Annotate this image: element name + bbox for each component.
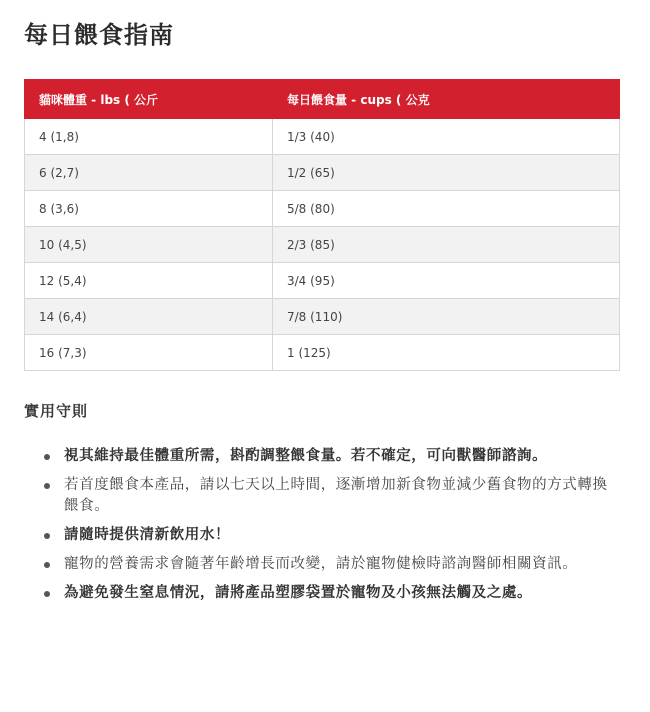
table-row xyxy=(25,155,620,191)
daily-amount-cell: 7/8 (110) xyxy=(273,299,620,335)
list-item xyxy=(44,583,614,604)
table-row xyxy=(25,263,620,299)
column-header-daily-amount: 每日餵食量 - cups ( 公克 xyxy=(273,80,620,119)
daily-amount-cell: 1/3 (40) xyxy=(273,119,620,155)
cat-weight-cell: 14 (6,4) xyxy=(25,299,273,335)
column-header-cat-weight: 貓咪體重 - lbs ( 公斤 xyxy=(25,80,273,119)
table-row xyxy=(25,335,620,371)
page-title: 每日餵食指南 xyxy=(24,21,174,49)
list-item xyxy=(44,554,614,575)
tip-text: 視其維持最佳體重所需，斟酌調整餵食量。若不確定，可向獸醫師諮詢。 xyxy=(64,448,548,464)
daily-amount-cell: 3/4 (95) xyxy=(273,263,620,299)
cat-weight-cell: 12 (5,4) xyxy=(25,263,273,299)
feeding-table xyxy=(24,79,620,371)
cat-weight-cell: 10 (4,5) xyxy=(25,227,273,263)
tips-heading: 實用守則 xyxy=(24,402,89,420)
tip-text: 請隨時提供清新飲用水！ xyxy=(64,527,231,543)
table-row xyxy=(25,119,620,155)
daily-amount-cell: 2/3 (85) xyxy=(273,227,620,263)
cat-weight-cell: 4 (1,8) xyxy=(25,119,273,155)
bullet-icon xyxy=(44,562,50,568)
list-item xyxy=(44,525,614,546)
cat-weight-cell: 6 (2,7) xyxy=(25,155,273,191)
tip-text: 寵物的營養需求會隨著年齡增長而改變，請於寵物健檢時諮詢醫師相關資訊。 xyxy=(64,556,578,572)
table-row xyxy=(25,299,620,335)
tip-text: 若首度餵食本產品，請以七天以上時間，逐漸增加新食物並減少舊食物的方式轉換餵食。 xyxy=(64,477,608,514)
daily-amount-cell: 5/8 (80) xyxy=(273,191,620,227)
daily-amount-cell: 1 (125) xyxy=(273,335,620,371)
cat-weight-cell: 16 (7,3) xyxy=(25,335,273,371)
table-header-row xyxy=(25,80,620,119)
tips-list xyxy=(44,446,614,612)
bullet-icon xyxy=(44,483,50,489)
bullet-icon xyxy=(44,533,50,539)
table-row xyxy=(25,227,620,263)
cat-weight-cell: 8 (3,6) xyxy=(25,191,273,227)
tip-text: 為避免發生窒息情況，請將產品塑膠袋置於寵物及小孩無法觸及之處。 xyxy=(64,585,533,601)
daily-amount-cell: 1/2 (65) xyxy=(273,155,620,191)
list-item xyxy=(44,475,614,517)
bullet-icon xyxy=(44,454,50,460)
table-row xyxy=(25,191,620,227)
bullet-icon xyxy=(44,591,50,597)
list-item xyxy=(44,446,614,467)
